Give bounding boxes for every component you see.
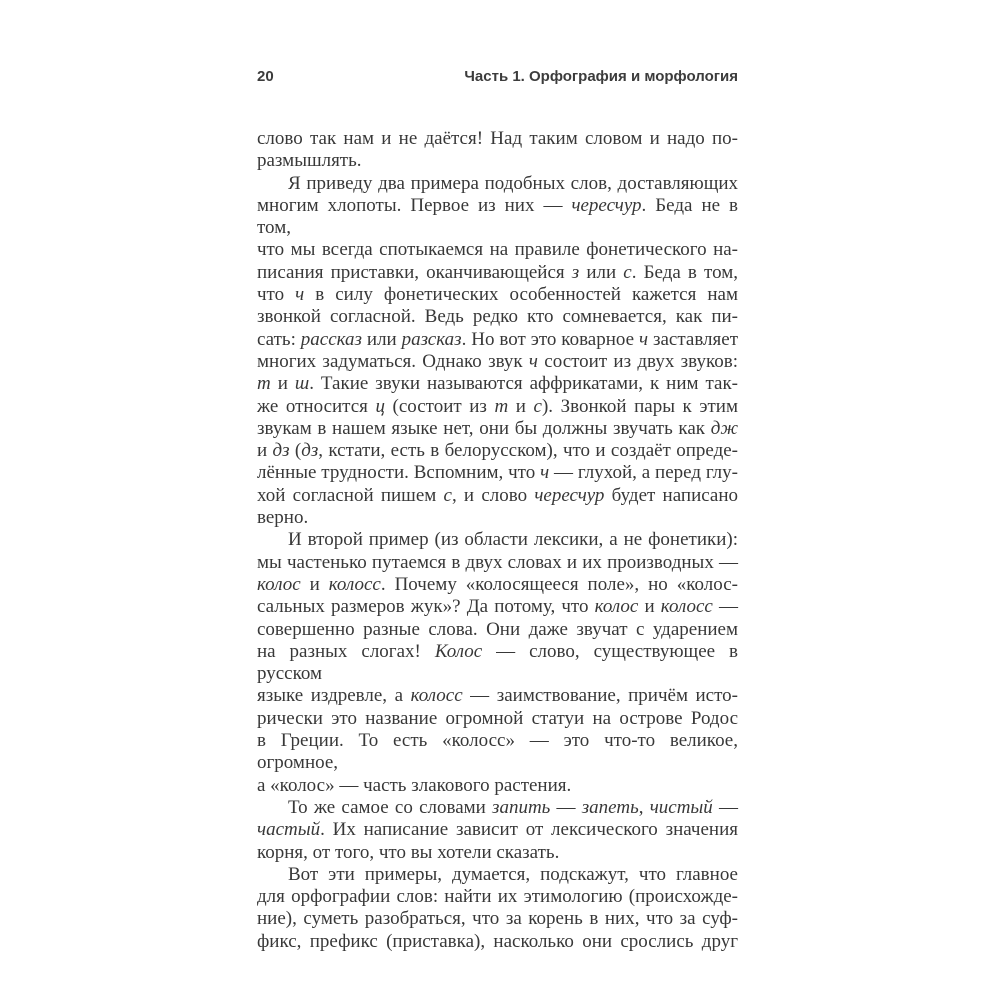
text-line: что мы всегда спотыкаемся на правиле фонетического на- xyxy=(257,239,738,261)
text-line: и дз (дз, кстати, есть в белорусском), что и создаёт опреде- xyxy=(257,440,738,462)
page-number: 20 xyxy=(257,68,274,85)
text-line: а «колос» — часть злакового растения. xyxy=(257,774,572,796)
paragraph xyxy=(257,864,738,953)
text-line: И второй пример (из области лексики, а не фонетики): xyxy=(288,529,738,551)
page-header xyxy=(257,68,738,85)
text-line: лённые трудности. Вспомним, что ч — глухой, а перед глу- xyxy=(257,462,738,484)
text-line: многих задуматься. Однако звук ч состоит из двух звуков: xyxy=(257,350,738,372)
text-line: фикс, префикс (приставка), насколько они срослись друг xyxy=(257,930,738,952)
text-line: на разных слогах! Колос — слово, существующее в русском xyxy=(257,640,738,685)
text-line: многим хлопоты. Первое из них — чересчур. Беда не в том, xyxy=(257,194,738,239)
text-line: хой согласной пишем с, и слово чересчур будет написано xyxy=(257,484,739,506)
text-line: сать: рассказ или разсказ. Но вот это коварное ч заставляет xyxy=(257,328,738,350)
text-line: Вот эти примеры, думается, подскажут, что главное xyxy=(288,863,738,885)
book-page xyxy=(257,68,738,953)
paragraph xyxy=(257,797,738,864)
running-title: Часть 1. Орфография и морфология xyxy=(464,68,738,85)
text-line: совершенно разные слова. Они даже звучат с ударением xyxy=(257,618,738,640)
text-line: что ч в силу фонетических особенностей кажется нам xyxy=(257,284,739,306)
text-line: колос и колосс. Почему «колосящееся поле», но «колос- xyxy=(257,573,738,595)
text-line: верно. xyxy=(257,507,309,529)
text-line: для орфографии слов: найти их этимологию (происхожде- xyxy=(257,886,738,908)
text-line: рически это название огромной статуи на острове Родос xyxy=(257,707,738,729)
text-line: звонкой согласной. Ведь редко кто сомневается, как пи- xyxy=(257,306,738,328)
text-line: т и ш. Такие звуки называются аффрикатами, к ним так- xyxy=(257,373,739,395)
text-line: сальных размеров жук»? Да потому, что колос и колосс — xyxy=(257,596,739,618)
text-line: Я приведу два примера подобных слов, доставляющих xyxy=(288,172,738,194)
text-line: частый. Их написание зависит от лексического значения xyxy=(257,819,738,841)
text-line: размышлять. xyxy=(257,150,362,172)
text-line: слово так нам и не даётся! Над таким словом и надо по- xyxy=(257,128,738,149)
paragraph xyxy=(257,173,738,530)
text-line: корня, от того, что вы хотели сказать. xyxy=(257,841,560,863)
text-line: ние), суметь разобраться, что за корень в них, что за суф- xyxy=(257,908,738,930)
text-line: звукам в нашем языке нет, они бы должны звучать как дж xyxy=(257,417,738,439)
text-line: мы частенько путаемся в двух словах и их производных — xyxy=(257,551,738,573)
text-line: же относится ц (состоит из т и с). Звонкой пары к этим xyxy=(257,395,738,417)
paragraph xyxy=(257,529,738,797)
text-line: писания приставки, оканчивающейся з или с. Беда в том, xyxy=(257,261,738,283)
body-text xyxy=(257,128,738,953)
text-line: языке издревле, а колосс — заимствование, причём исто- xyxy=(257,685,738,707)
paragraph xyxy=(257,128,738,173)
text-line: То же самое со словами запить — запеть, чистый — xyxy=(288,796,739,818)
text-line: в Греции. То есть «колосс» — это что-то великое, огромное, xyxy=(257,730,738,774)
